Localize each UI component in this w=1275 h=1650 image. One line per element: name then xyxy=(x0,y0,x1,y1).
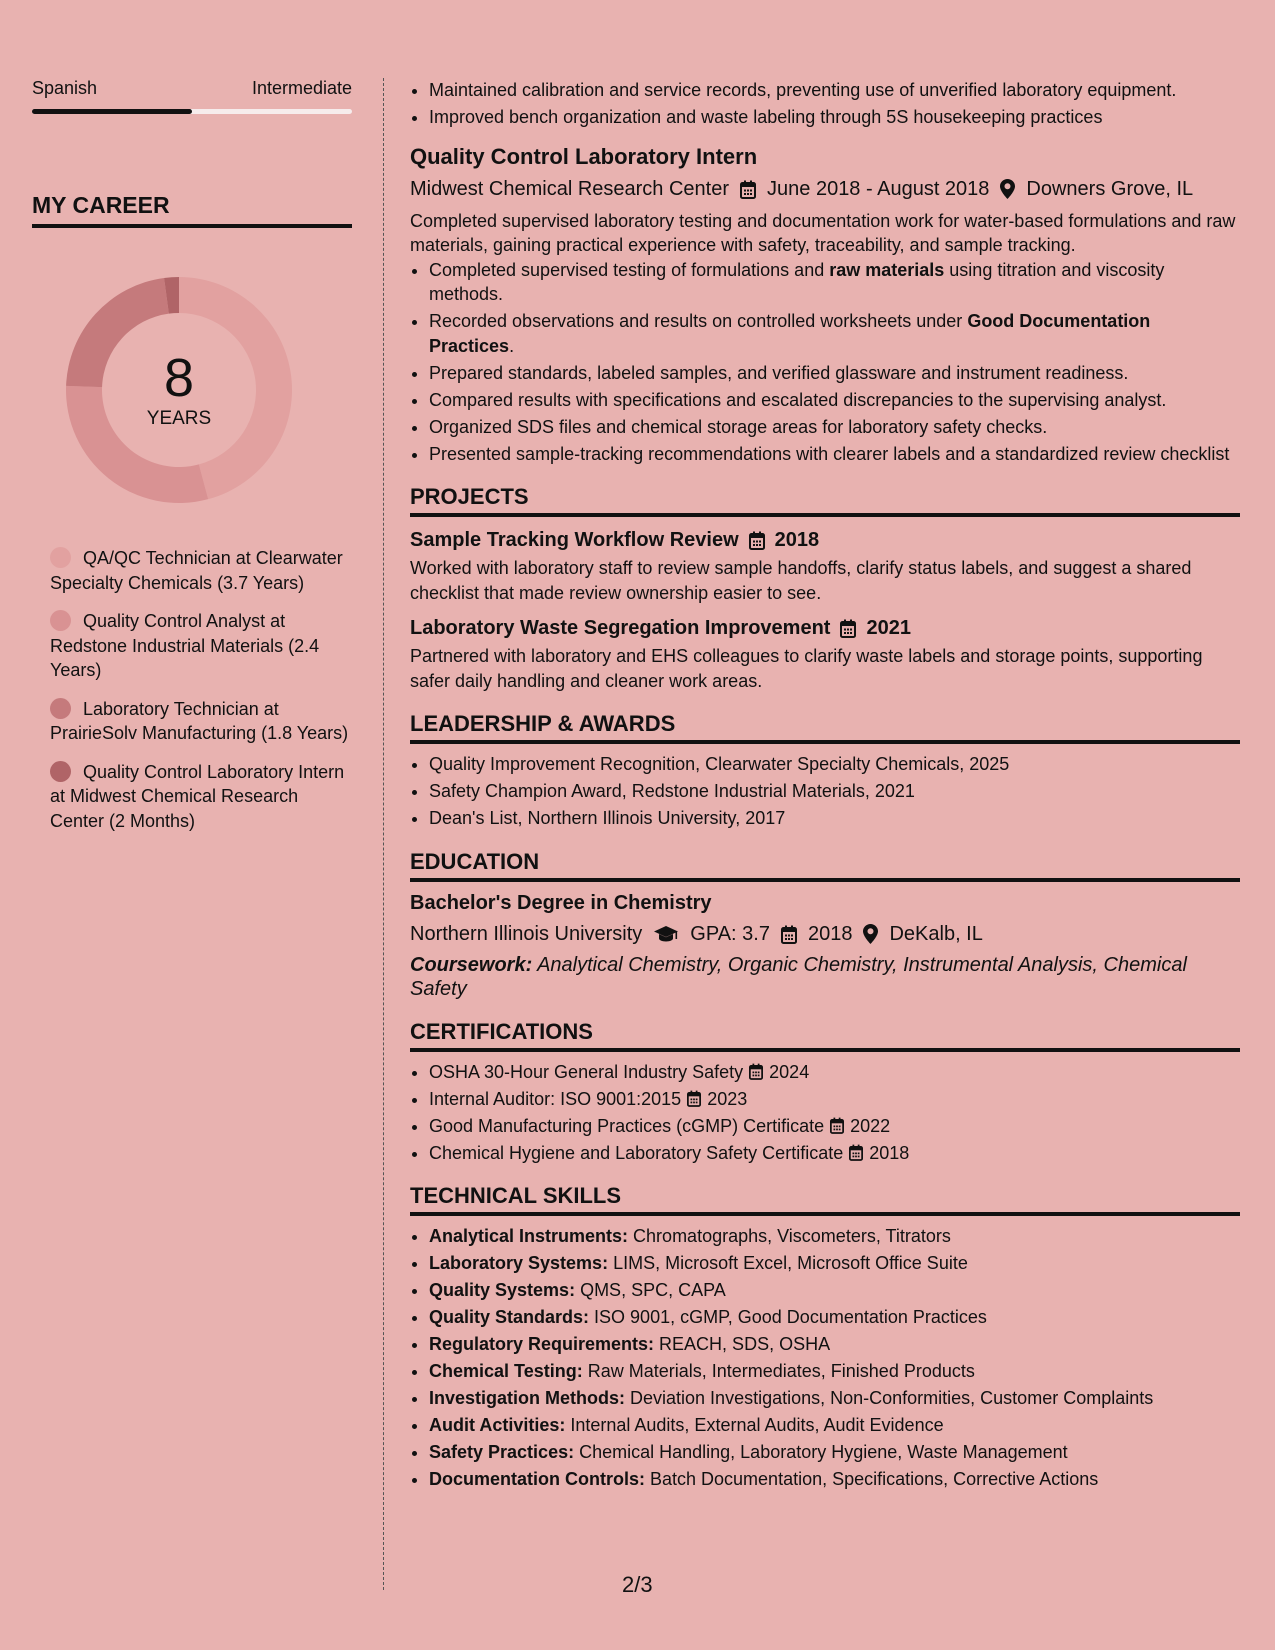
bullet-text: Recorded observations and results on controlled worksheets under xyxy=(429,311,968,331)
certification-year: 2022 xyxy=(850,1115,891,1136)
job-summary: Completed supervised laboratory testing and documentation work for water-based formulations and raw materials, gaining practical experience with safety, traceability, and sample tracking. xyxy=(410,210,1236,255)
career-legend-label: QA/QC Technician at Clearwater Specialty Chemicals (3.7 Years) xyxy=(50,548,343,593)
main-content xyxy=(410,78,1240,1494)
bullet-emphasis: Good Documentation Practices xyxy=(429,311,1151,356)
bullet: • Maintained calibration and service records, preventing use of unverified laboratory equipment. xyxy=(429,78,1240,103)
career-donut-chart xyxy=(59,270,299,510)
skill-values: QMS, SPC, CAPA xyxy=(575,1280,726,1300)
project-title-row xyxy=(410,617,1240,640)
skill-values: ISO 9001, cGMP, Good Documentation Practices xyxy=(589,1307,987,1327)
skill-item xyxy=(429,1359,1240,1384)
skill-item xyxy=(429,1467,1240,1492)
awards-heading: LEADERSHIP & AWARDS xyxy=(410,711,1240,744)
calendar-icon xyxy=(849,1144,863,1161)
certification-item xyxy=(429,1141,1240,1166)
degree-title: Bachelor's Degree in Chemistry xyxy=(410,891,712,914)
bullet-emphasis: raw materials xyxy=(829,259,945,280)
certification-item xyxy=(429,1114,1240,1139)
school-name: Northern Illinois University xyxy=(410,922,643,945)
location-pin-icon xyxy=(863,924,878,944)
education-meta xyxy=(410,923,1240,946)
skill-category: Analytical Instruments: xyxy=(429,1226,629,1246)
certification-item xyxy=(429,1060,1240,1085)
bullet xyxy=(429,258,1240,307)
bullet: • Organized SDS files and chemical storage areas for laboratory safety checks. xyxy=(429,415,1240,440)
skill-category: Investigation Methods: xyxy=(429,1388,626,1408)
language-row xyxy=(32,78,352,99)
skill-category: Safety Practices: xyxy=(429,1442,575,1462)
certification-name: • Chemical Hygiene and Laboratory Safety Certificate xyxy=(429,1142,844,1163)
career-legend-label: Laboratory Technician at PrairieSolv Manufacturing (1.8 Years) xyxy=(50,698,349,743)
award-item: • Quality Improvement Recognition, Clearwater Specialty Chemicals, 2025 xyxy=(429,752,1240,777)
skill-category: Documentation Controls: xyxy=(429,1469,645,1489)
skills-list xyxy=(410,1224,1240,1492)
career-legend-item xyxy=(50,760,352,834)
career-legend-item xyxy=(50,697,352,746)
career-heading: MY CAREER xyxy=(32,192,352,228)
skill-item xyxy=(429,1251,1240,1276)
bullet-text: . xyxy=(509,335,515,356)
skill-item xyxy=(429,1305,1240,1330)
award-item: • Dean's List, Northern Illinois University, 2017 xyxy=(429,806,1240,831)
language-name: Spanish xyxy=(32,78,98,98)
job-company: Midwest Chemical Research Center xyxy=(410,177,730,200)
job-location: Downers Grove, IL xyxy=(1026,177,1194,200)
skill-category: Chemical Testing: xyxy=(429,1361,583,1381)
location-pin-icon xyxy=(1000,179,1015,199)
skill-category: Audit Activities: xyxy=(429,1415,566,1435)
skill-category: Regulatory Requirements: xyxy=(429,1334,655,1354)
legend-dot xyxy=(50,547,71,568)
project-description: Partnered with laboratory and EHS colleagues to clarify waste labels and storage points, supporting safer daily handling and cleaner work areas. xyxy=(410,646,1203,691)
projects-heading: PROJECTS xyxy=(410,484,1240,517)
bullet xyxy=(429,309,1240,358)
calendar-icon xyxy=(781,925,797,944)
page-number: 2/3 xyxy=(622,1572,653,1597)
bullet: • Improved bench organization and waste labeling through 5S housekeeping practices xyxy=(429,105,1240,130)
skill-category: Laboratory Systems: xyxy=(429,1253,609,1273)
bullet: • Presented sample-tracking recommendations with clearer labels and a standardized review checklist xyxy=(429,442,1240,467)
skill-values: LIMS, Microsoft Excel, Microsoft Office Suite xyxy=(608,1253,968,1273)
legend-dot xyxy=(50,610,71,631)
calendar-icon xyxy=(749,531,765,550)
skill-item xyxy=(429,1278,1240,1303)
skill-item xyxy=(429,1440,1240,1465)
donut-center xyxy=(59,270,299,510)
gpa: GPA: 3.7 xyxy=(690,922,770,945)
certification-year: 2018 xyxy=(869,1142,910,1163)
job-title: Quality Control Laboratory Intern xyxy=(410,143,758,169)
certifications-heading: CERTIFICATIONS xyxy=(410,1019,1240,1052)
calendar-icon xyxy=(749,1063,763,1080)
awards-list xyxy=(410,752,1240,831)
skill-item xyxy=(429,1332,1240,1357)
graduation-year: 2018 xyxy=(807,922,853,945)
certification-year: 2024 xyxy=(769,1061,810,1082)
skill-category: Quality Systems: xyxy=(429,1280,576,1300)
previous-job-bullets xyxy=(410,78,1240,130)
career-legend-label: Quality Control Analyst at Redstone Industrial Materials (2.4 Years) xyxy=(50,611,320,680)
calendar-icon xyxy=(830,1117,844,1134)
skill-values: Deviation Investigations, Non-Conformities, Customer Complaints xyxy=(625,1388,1154,1408)
skill-category: Quality Standards: xyxy=(429,1307,590,1327)
project-title: Sample Tracking Workflow Review xyxy=(410,529,739,551)
job-dates: June 2018 - August 2018 xyxy=(767,177,990,200)
skills-heading: TECHNICAL SKILLS xyxy=(410,1183,1240,1216)
language-proficiency-bar xyxy=(32,109,352,114)
career-legend-item xyxy=(50,546,352,595)
school-location: DeKalb, IL xyxy=(889,922,983,945)
column-divider xyxy=(383,78,384,1590)
language-level: Intermediate xyxy=(251,78,352,98)
career-legend xyxy=(32,546,352,833)
skill-item xyxy=(429,1413,1240,1438)
certification-name: • OSHA 30-Hour General Industry Safety xyxy=(429,1061,744,1082)
calendar-icon xyxy=(740,180,756,199)
skill-item xyxy=(429,1224,1240,1249)
bullet: • Prepared standards, labeled samples, and verified glassware and instrument readiness. xyxy=(429,361,1240,386)
career-total-unit: YEARS xyxy=(146,408,212,429)
skill-values: Chromatographs, Viscometers, Titrators xyxy=(628,1226,951,1246)
skill-item xyxy=(429,1386,1240,1411)
career-legend-label: Quality Control Laboratory Intern at Midwest Chemical Research Center (2 Months) xyxy=(50,761,345,831)
legend-dot xyxy=(50,698,71,719)
coursework-label: Coursework: xyxy=(410,953,533,976)
certification-name: • Good Manufacturing Practices (cGMP) Certificate xyxy=(429,1115,825,1136)
career-legend-item xyxy=(50,609,352,683)
skill-values: REACH, SDS, OSHA xyxy=(654,1334,831,1354)
certification-item xyxy=(429,1087,1240,1112)
career-total-years: 8 xyxy=(163,348,195,408)
education-heading: EDUCATION xyxy=(410,849,1240,882)
certification-year: 2023 xyxy=(707,1088,748,1109)
language-proficiency-fill xyxy=(32,109,192,114)
coursework xyxy=(410,953,1240,1001)
bullet-text: Completed supervised testing of formulations and xyxy=(429,259,830,280)
bullet: • Compared results with specifications and escalated discrepancies to the supervising analyst. xyxy=(429,388,1240,413)
legend-dot xyxy=(50,761,71,782)
skill-values: Batch Documentation, Specifications, Corrective Actions xyxy=(645,1469,1099,1489)
project-year: 2018 xyxy=(774,529,820,551)
job-bullets xyxy=(410,258,1240,467)
skill-values: Chemical Handling, Laboratory Hygiene, Waste Management xyxy=(574,1442,1068,1462)
graduation-cap-icon xyxy=(653,925,679,943)
certifications-list xyxy=(410,1060,1240,1166)
calendar-icon xyxy=(840,619,856,638)
project-title: Laboratory Waste Segregation Improvement xyxy=(410,617,831,639)
sidebar xyxy=(32,78,352,847)
project-description: Worked with laboratory staff to review sample handoffs, clarify status labels, and suggest a shared checklist that made review ownership easier to see. xyxy=(410,558,1192,603)
project-title-row xyxy=(410,529,1240,552)
project-year: 2021 xyxy=(866,617,911,639)
bullet-text: using titration and viscosity methods. xyxy=(429,259,1165,304)
coursework-list: Analytical Chemistry, Organic Chemistry, Instrumental Analysis, Chemical Safety xyxy=(410,953,1187,1000)
award-item: • Safety Champion Award, Redstone Industrial Materials, 2021 xyxy=(429,779,1240,804)
job-meta xyxy=(410,178,1240,201)
skill-values: Raw Materials, Intermediates, Finished Products xyxy=(582,1361,975,1381)
certification-name: • Internal Auditor: ISO 9001:2015 xyxy=(429,1088,682,1109)
skill-values: Internal Audits, External Audits, Audit Evidence xyxy=(565,1415,944,1435)
calendar-icon xyxy=(687,1090,701,1107)
